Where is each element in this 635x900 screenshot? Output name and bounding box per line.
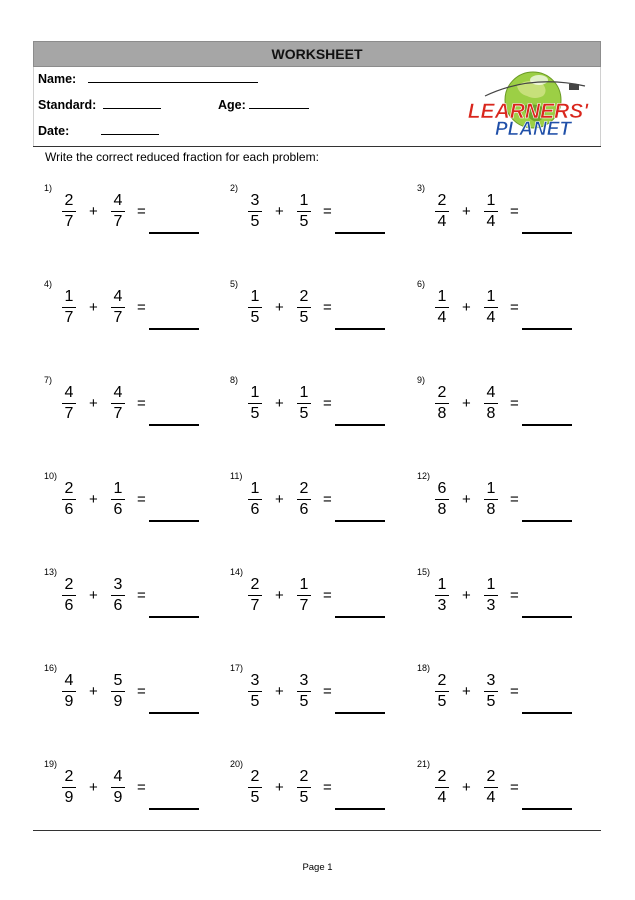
plus-sign: + [462,395,471,412]
fraction-bar [435,499,449,500]
answer-line [522,808,572,810]
fraction-bar [248,787,262,788]
equals-sign: = [323,203,332,220]
fraction-bar [111,403,125,404]
numerator: 3 [299,672,309,689]
fraction-right [111,576,125,615]
denominator: 9 [113,693,123,710]
answer-line [335,712,385,714]
numerator: 2 [299,480,309,497]
fraction-bar [484,595,498,596]
equals-sign: = [137,779,146,796]
problem-number: 18) [417,663,431,673]
fraction-left [248,672,262,711]
problem-number: 9) [417,375,426,385]
fraction-right [297,480,311,519]
fraction-left [62,384,76,423]
answer-line [522,712,572,714]
denominator: 5 [486,693,496,710]
denominator: 3 [437,597,447,614]
numerator: 2 [64,768,74,785]
fraction-bar [62,211,76,212]
problem-16 [44,663,224,743]
fraction-bar [297,307,311,308]
answer-line [335,808,385,810]
age-label: Age: [218,98,246,112]
fraction-bar [62,307,76,308]
denominator: 3 [486,597,496,614]
numerator: 4 [113,288,123,305]
fraction-bar [62,403,76,404]
equals-sign: = [137,491,146,508]
numerator: 3 [250,192,260,209]
fraction-bar [297,211,311,212]
fraction-left [62,576,76,615]
date-field [38,123,159,138]
fraction-right [297,672,311,711]
fraction-bar [297,403,311,404]
denominator: 5 [250,309,260,326]
problem-13 [44,567,224,647]
denominator: 8 [486,405,496,422]
problem-number: 7) [44,375,53,385]
problem-number: 5) [230,279,239,289]
fraction-right [111,768,125,807]
plus-sign: + [89,395,98,412]
problem-18 [417,663,597,743]
fraction-right [484,576,498,615]
fraction-bar [484,787,498,788]
problem-4 [44,279,224,359]
answer-line [522,520,572,522]
denominator: 4 [486,309,496,326]
problem-number: 2) [230,183,239,193]
numerator: 4 [113,384,123,401]
numerator: 2 [250,768,260,785]
answer-line [522,328,572,330]
name-label: Name: [38,72,77,86]
denominator: 7 [113,213,123,230]
fraction-bar [248,211,262,212]
denominator: 5 [299,309,309,326]
answer-line [149,328,199,330]
problem-number: 10) [44,471,58,481]
answer-line [335,232,385,234]
denominator: 4 [437,309,447,326]
fraction-left [435,480,449,519]
numerator: 2 [437,768,447,785]
numerator: 2 [437,192,447,209]
date-label: Date: [38,124,70,138]
fraction-left [62,672,76,711]
answer-line [522,616,572,618]
numerator: 1 [250,288,260,305]
fraction-bar [297,595,311,596]
plus-sign: + [275,779,284,796]
problem-21 [417,759,597,839]
learners-planet-logo [457,66,599,144]
denominator: 6 [250,501,260,518]
problem-9 [417,375,597,455]
problem-number: 8) [230,375,239,385]
age-field [218,97,309,112]
date-blank [101,123,159,135]
header-border-left [33,67,34,147]
fraction-right [111,192,125,231]
equals-sign: = [510,395,519,412]
problem-number: 4) [44,279,53,289]
problem-12 [417,471,597,551]
answer-line [335,424,385,426]
plus-sign: + [275,587,284,604]
fraction-bar [62,595,76,596]
answer-line [335,520,385,522]
numerator: 1 [299,576,309,593]
denominator: 5 [250,405,260,422]
denominator: 5 [299,789,309,806]
fraction-bar [111,787,125,788]
fraction-right [111,480,125,519]
plus-sign: + [462,203,471,220]
denominator: 5 [250,693,260,710]
denominator: 9 [64,789,74,806]
plus-sign: + [89,491,98,508]
denominator: 6 [299,501,309,518]
numerator: 2 [486,768,496,785]
fraction-bar [297,787,311,788]
problem-20 [230,759,410,839]
problem-8 [230,375,410,455]
fraction-bar [484,211,498,212]
equals-sign: = [510,299,519,316]
denominator: 5 [299,213,309,230]
denominator: 5 [299,693,309,710]
numerator: 2 [64,192,74,209]
plus-sign: + [275,683,284,700]
equals-sign: = [137,203,146,220]
numerator: 1 [437,288,447,305]
fraction-right [111,672,125,711]
denominator: 7 [113,405,123,422]
fraction-bar [484,691,498,692]
problem-1 [44,183,224,263]
problem-number: 20) [230,759,244,769]
fraction-bar [248,499,262,500]
problem-7 [44,375,224,455]
fraction-left [435,576,449,615]
fraction-left [62,288,76,327]
fraction-left [248,288,262,327]
plus-sign: + [462,683,471,700]
fraction-left [62,192,76,231]
plus-sign: + [89,587,98,604]
problem-6 [417,279,597,359]
plus-sign: + [89,779,98,796]
fraction-left [248,480,262,519]
fraction-right [297,384,311,423]
header-divider [33,146,601,147]
plus-sign: + [462,779,471,796]
denominator: 7 [299,597,309,614]
fraction-bar [435,787,449,788]
plus-sign: + [462,491,471,508]
numerator: 1 [299,192,309,209]
denominator: 5 [250,213,260,230]
fraction-bar [62,787,76,788]
fraction-right [484,192,498,231]
numerator: 2 [437,672,447,689]
problem-number: 3) [417,183,426,193]
plus-sign: + [89,299,98,316]
equals-sign: = [137,683,146,700]
fraction-bar [111,307,125,308]
numerator: 2 [64,576,74,593]
numerator: 2 [64,480,74,497]
fraction-right [484,672,498,711]
denominator: 8 [437,405,447,422]
denominator: 9 [113,789,123,806]
numerator: 1 [299,384,309,401]
numerator: 3 [113,576,123,593]
answer-line [522,232,572,234]
equals-sign: = [510,587,519,604]
answer-line [149,616,199,618]
numerator: 4 [64,672,74,689]
problem-2 [230,183,410,263]
plus-sign: + [275,299,284,316]
denominator: 8 [437,501,447,518]
denominator: 7 [113,309,123,326]
denominator: 4 [437,789,447,806]
numerator: 1 [250,480,260,497]
instructions: Write the correct reduced fraction for each problem: [45,150,319,164]
fraction-right [297,576,311,615]
fraction-bar [248,403,262,404]
plus-sign: + [275,395,284,412]
problem-19 [44,759,224,839]
standard-field [38,97,161,112]
denominator: 5 [250,789,260,806]
equals-sign: = [323,299,332,316]
answer-line [335,328,385,330]
fraction-bar [297,691,311,692]
denominator: 9 [64,693,74,710]
numerator: 3 [250,672,260,689]
fraction-bar [484,403,498,404]
problem-number: 6) [417,279,426,289]
problem-number: 15) [417,567,431,577]
numerator: 1 [250,384,260,401]
denominator: 8 [486,501,496,518]
fraction-right [111,288,125,327]
numerator: 4 [486,384,496,401]
answer-line [149,232,199,234]
fraction-bar [62,499,76,500]
fraction-bar [484,307,498,308]
fraction-left [435,672,449,711]
fraction-right [297,192,311,231]
problem-number: 21) [417,759,431,769]
fraction-bar [435,403,449,404]
equals-sign: = [137,587,146,604]
fraction-right [297,768,311,807]
equals-sign: = [510,203,519,220]
plus-sign: + [462,299,471,316]
equals-sign: = [323,779,332,796]
fraction-left [248,768,262,807]
plus-sign: + [89,203,98,220]
numerator: 4 [64,384,74,401]
denominator: 6 [64,501,74,518]
numerator: 3 [486,672,496,689]
fraction-bar [248,595,262,596]
equals-sign: = [137,395,146,412]
answer-line [149,712,199,714]
numerator: 1 [64,288,74,305]
name-blank [88,71,258,83]
header-border-right [600,67,601,147]
equals-sign: = [510,779,519,796]
fraction-right [484,288,498,327]
problem-number: 11) [230,471,243,481]
fraction-left [435,768,449,807]
equals-sign: = [510,491,519,508]
equals-sign: = [323,491,332,508]
fraction-bar [484,499,498,500]
problem-number: 12) [417,471,431,481]
fraction-bar [297,499,311,500]
fraction-bar [62,691,76,692]
problem-14 [230,567,410,647]
denominator: 6 [113,597,123,614]
plus-sign: + [462,587,471,604]
denominator: 7 [64,213,74,230]
problem-15 [417,567,597,647]
numerator: 1 [486,480,496,497]
denominator: 5 [437,693,447,710]
numerator: 2 [437,384,447,401]
age-blank [249,97,309,109]
problem-11 [230,471,410,551]
fraction-right [297,288,311,327]
standard-blank [103,97,161,109]
answer-line [149,424,199,426]
fraction-bar [435,211,449,212]
logo-text-planet: PLANET [495,119,571,140]
logo-text-learners: LEARNERS' [467,100,589,123]
numerator: 1 [113,480,123,497]
fraction-left [248,384,262,423]
numerator: 1 [437,576,447,593]
name-field [38,71,258,86]
fraction-bar [111,691,125,692]
equals-sign: = [323,683,332,700]
equals-sign: = [510,683,519,700]
fraction-bar [248,307,262,308]
fraction-bar [111,211,125,212]
denominator: 4 [486,213,496,230]
denominator: 6 [64,597,74,614]
equals-sign: = [137,299,146,316]
numerator: 5 [113,672,123,689]
numerator: 4 [113,768,123,785]
numerator: 1 [486,192,496,209]
numerator: 2 [299,768,309,785]
numerator: 1 [486,288,496,305]
problem-number: 17) [230,663,244,673]
answer-line [335,616,385,618]
problem-3 [417,183,597,263]
fraction-bar [111,499,125,500]
fraction-bar [435,307,449,308]
denominator: 6 [113,501,123,518]
numerator: 2 [250,576,260,593]
denominator: 5 [299,405,309,422]
denominator: 4 [486,789,496,806]
problem-5 [230,279,410,359]
denominator: 7 [64,405,74,422]
answer-line [149,520,199,522]
fraction-left [435,288,449,327]
standard-label: Standard: [38,98,97,112]
plus-sign: + [275,491,284,508]
problem-number: 13) [44,567,58,577]
numerator: 4 [113,192,123,209]
footer-divider [33,830,601,831]
denominator: 4 [437,213,447,230]
page-number: Page 1 [302,862,333,873]
fraction-left [62,480,76,519]
numerator: 1 [486,576,496,593]
plus-sign: + [89,683,98,700]
fraction-bar [435,691,449,692]
equals-sign: = [323,395,332,412]
numerator: 2 [299,288,309,305]
answer-line [522,424,572,426]
problem-10 [44,471,224,551]
fraction-bar [435,595,449,596]
plus-sign: + [275,203,284,220]
problem-number: 16) [44,663,58,673]
problem-number: 19) [44,759,58,769]
denominator: 7 [64,309,74,326]
fraction-right [484,768,498,807]
fraction-left [435,192,449,231]
problem-17 [230,663,410,743]
problem-number: 14) [230,567,244,577]
equals-sign: = [323,587,332,604]
fraction-left [248,192,262,231]
fraction-left [62,768,76,807]
fraction-left [435,384,449,423]
fraction-right [111,384,125,423]
denominator: 7 [250,597,260,614]
worksheet-title: WORKSHEET [33,41,601,67]
numerator: 6 [437,480,447,497]
fraction-bar [248,691,262,692]
answer-line [149,808,199,810]
fraction-left [248,576,262,615]
fraction-bar [111,595,125,596]
fraction-right [484,384,498,423]
fraction-right [484,480,498,519]
problem-number: 1) [44,183,53,193]
